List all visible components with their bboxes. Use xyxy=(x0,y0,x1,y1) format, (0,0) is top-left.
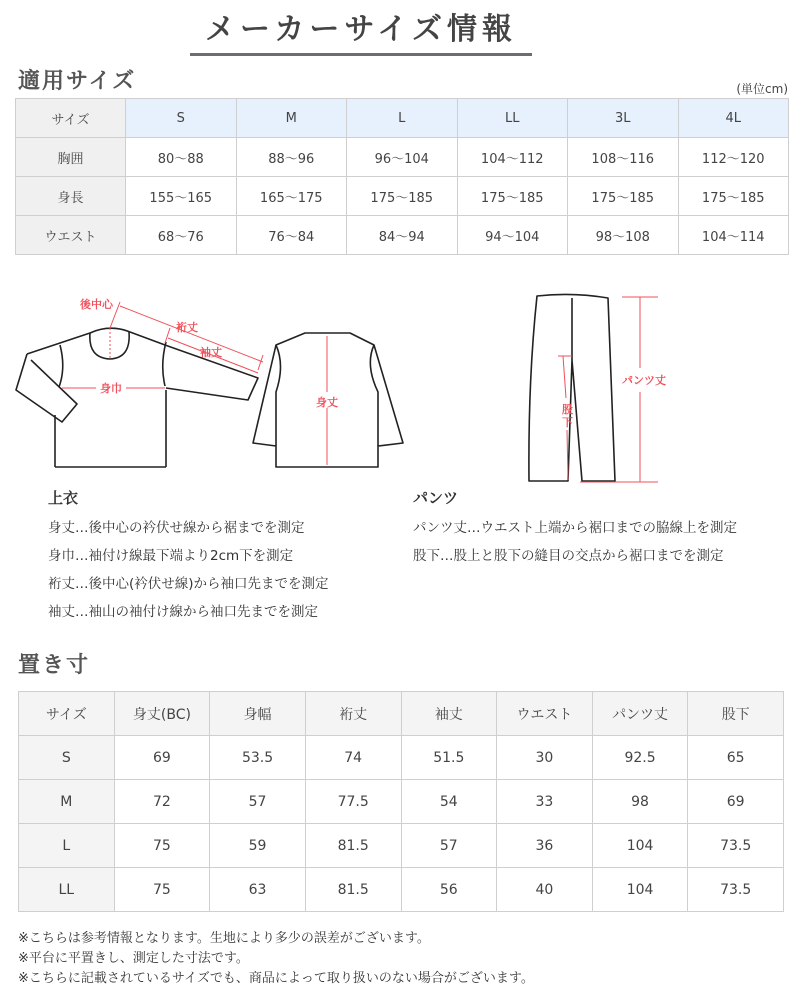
table-cell: 92.5 xyxy=(592,736,688,780)
header-cell: 袖丈 xyxy=(401,692,497,736)
table-cell: 73.5 xyxy=(688,868,784,912)
row-label: LL xyxy=(19,868,115,912)
table-cell: 104 xyxy=(592,824,688,868)
header-cell: ウエスト xyxy=(497,692,593,736)
table-cell: 98 xyxy=(592,780,688,824)
table-cell: 175〜185 xyxy=(457,177,568,216)
page-title: メーカーサイズ情報 xyxy=(190,8,532,56)
table-cell: 57 xyxy=(210,780,306,824)
table-row xyxy=(16,138,789,177)
header-cell: 身丈(BC) xyxy=(114,692,210,736)
header-cell: S xyxy=(126,99,237,138)
pants-title: パンツ xyxy=(413,489,459,507)
inseam-label-2: 下 xyxy=(562,416,573,429)
header-cell: サイズ xyxy=(19,692,115,736)
table-header-row xyxy=(16,99,789,138)
tops-desc-line: 身巾…袖付け線最下端より2cm下を測定 xyxy=(48,548,294,564)
table-cell: 96〜104 xyxy=(347,138,458,177)
table-cell: 104〜114 xyxy=(678,216,789,255)
unit-label: (単位cm) xyxy=(736,82,788,96)
table-cell: 108〜116 xyxy=(568,138,679,177)
note-line: ※平台に平置きし、測定した寸法です。 xyxy=(18,951,249,966)
row-label: M xyxy=(19,780,115,824)
row-label: L xyxy=(19,824,115,868)
table-cell: 155〜165 xyxy=(126,177,237,216)
table-cell: 54 xyxy=(401,780,497,824)
table-row xyxy=(16,177,789,216)
chest-width-label: 身巾 xyxy=(100,382,122,395)
table-cell: 84〜94 xyxy=(347,216,458,255)
table-cell: 175〜185 xyxy=(568,177,679,216)
table-cell: 40 xyxy=(497,868,593,912)
table-row xyxy=(19,824,784,868)
table-cell: 88〜96 xyxy=(236,138,347,177)
sleeve-length-label: 袖丈 xyxy=(200,346,222,359)
pants-desc-line: パンツ丈…ウエスト上端から裾口までの脇線上を測定 xyxy=(413,520,737,536)
table-cell: 57 xyxy=(401,824,497,868)
table-cell: 165〜175 xyxy=(236,177,347,216)
header-cell: M xyxy=(236,99,347,138)
table-cell: 75 xyxy=(114,868,210,912)
header-cell: パンツ丈 xyxy=(592,692,688,736)
back-center-label: 後中心 xyxy=(80,298,113,311)
table-cell: 104〜112 xyxy=(457,138,568,177)
applicable-size-title: 適用サイズ xyxy=(18,69,137,94)
table-cell: 30 xyxy=(497,736,593,780)
table-cell: 33 xyxy=(497,780,593,824)
table-cell: 81.5 xyxy=(305,824,401,868)
table-cell: 175〜185 xyxy=(678,177,789,216)
table-cell: 74 xyxy=(305,736,401,780)
table-cell: 98〜108 xyxy=(568,216,679,255)
table-cell: 76〜84 xyxy=(236,216,347,255)
pants-diagram xyxy=(500,280,700,490)
yuki-label: 裄丈 xyxy=(176,321,198,334)
table-cell: 65 xyxy=(688,736,784,780)
pants-description xyxy=(413,487,737,570)
header-cell: 股下 xyxy=(688,692,784,736)
table-cell: 69 xyxy=(114,736,210,780)
table-cell: 53.5 xyxy=(210,736,306,780)
measurements-title: 置き寸 xyxy=(18,653,91,678)
table-row xyxy=(16,216,789,255)
table-cell: 80〜88 xyxy=(126,138,237,177)
table-header-row xyxy=(19,692,784,736)
table-cell: 68〜76 xyxy=(126,216,237,255)
notes xyxy=(18,929,534,989)
table-cell: 112〜120 xyxy=(678,138,789,177)
header-cell: 3L xyxy=(568,99,679,138)
tops-title: 上衣 xyxy=(48,489,79,507)
table-cell: 59 xyxy=(210,824,306,868)
inseam-label-1: 股 xyxy=(562,403,573,416)
table-cell: 51.5 xyxy=(401,736,497,780)
tops-desc-line: 身丈…後中心の衿伏せ線から裾までを測定 xyxy=(48,520,305,536)
applicable-size-table xyxy=(15,98,789,255)
table-cell: 94〜104 xyxy=(457,216,568,255)
table-cell: 56 xyxy=(401,868,497,912)
header-cell: 裄丈 xyxy=(305,692,401,736)
table-cell: 72 xyxy=(114,780,210,824)
pants-desc-line: 股下…股上と股下の縫目の交点から裾口までを測定 xyxy=(413,548,724,564)
note-line: ※こちらに記載されているサイズでも、商品によって取り扱いのない場合がございます。 xyxy=(18,971,534,986)
table-cell: 63 xyxy=(210,868,306,912)
header-cell: LL xyxy=(457,99,568,138)
tops-desc-line: 裄丈…後中心(衿伏せ線)から袖口先までを測定 xyxy=(48,576,329,592)
header-cell: 4L xyxy=(678,99,789,138)
body-length-label: 身丈 xyxy=(316,396,338,409)
table-cell: 73.5 xyxy=(688,824,784,868)
table-cell: 77.5 xyxy=(305,780,401,824)
note-line: ※こちらは参考情報となります。生地により多少の誤差がございます。 xyxy=(18,931,430,946)
header-cell: 身幅 xyxy=(210,692,306,736)
table-cell: 36 xyxy=(497,824,593,868)
table-cell: 75 xyxy=(114,824,210,868)
table-cell: 81.5 xyxy=(305,868,401,912)
tops-desc-line: 袖丈…袖山の袖付け線から袖口先までを測定 xyxy=(48,604,318,620)
row-label: 胸囲 xyxy=(16,138,126,177)
measurements-table xyxy=(18,691,784,912)
tops-description xyxy=(48,487,329,626)
table-row xyxy=(19,780,784,824)
row-label: S xyxy=(19,736,115,780)
row-label: ウエスト xyxy=(16,216,126,255)
table-cell: 69 xyxy=(688,780,784,824)
table-cell: 104 xyxy=(592,868,688,912)
table-row xyxy=(19,736,784,780)
shirt-diagram xyxy=(0,280,420,480)
pants-length-label: パンツ丈 xyxy=(622,374,666,387)
row-label: 身長 xyxy=(16,177,126,216)
header-cell: L xyxy=(347,99,458,138)
table-row xyxy=(19,868,784,912)
header-cell: サイズ xyxy=(16,99,126,138)
table-cell: 175〜185 xyxy=(347,177,458,216)
